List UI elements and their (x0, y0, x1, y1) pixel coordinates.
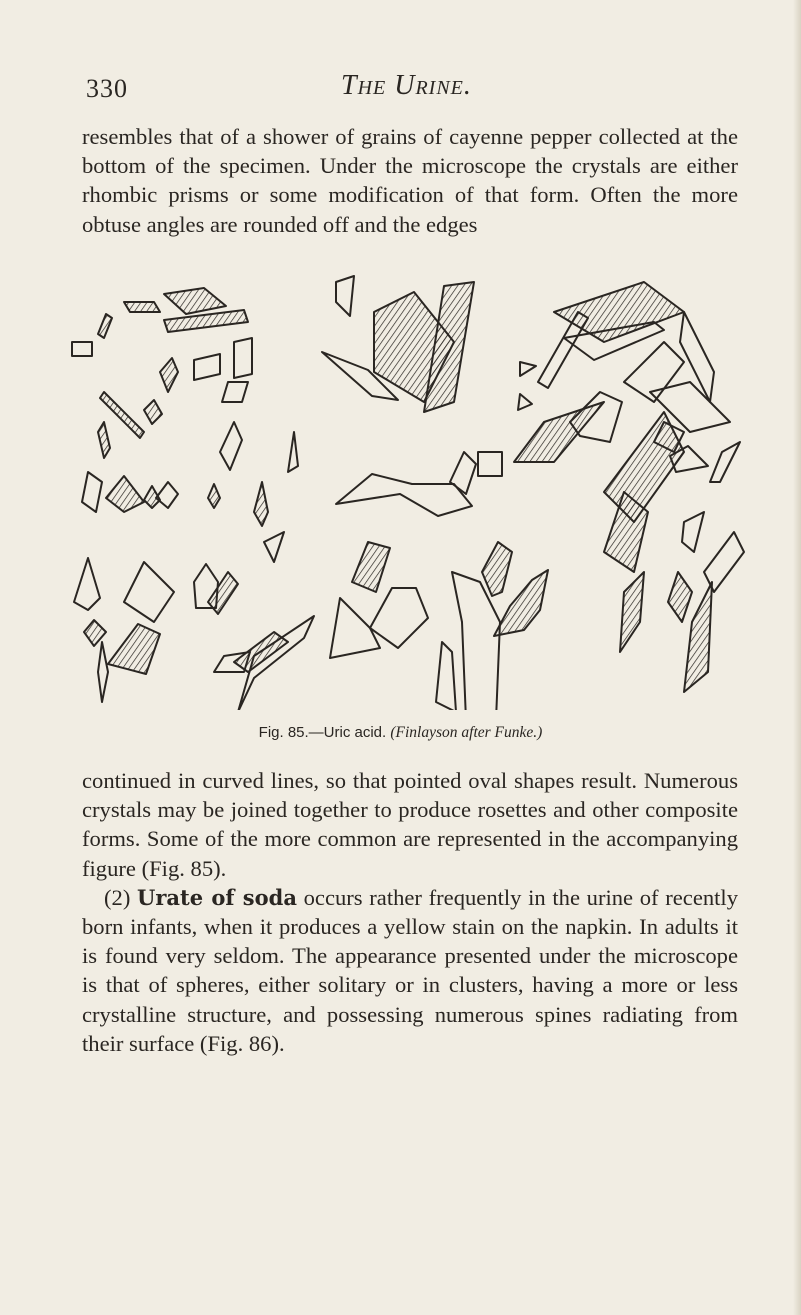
paragraph-top (82, 122, 738, 239)
item-number: (2) (104, 884, 131, 910)
caption-label: Fig. 85.—Uric acid. (258, 724, 387, 741)
figure-uric-acid-crystals (64, 272, 754, 710)
paragraph-continued: continued in curved lines, so that pointed oval shapes result. Numerous crystals may be joined together to produce rosettes and other composite forms. Some of the more common are represented in the accompanying figure (Fig. 85). (82, 768, 738, 881)
large-crystals-right (554, 282, 744, 692)
running-title: The Urine. (341, 70, 472, 101)
page-header (86, 70, 726, 114)
caption-credit: (Finlayson after Funke.) (390, 724, 543, 741)
term-urate-of-soda: Urate of soda (137, 884, 297, 910)
small-crystals-cluster (72, 288, 314, 710)
crystal-illustration (64, 272, 754, 710)
figure-caption (0, 724, 801, 742)
paragraph-bottom (82, 766, 738, 1058)
page-edge-shadow (793, 0, 801, 1315)
urate-text: occurs rather frequently in the urine of recently born infants, when it produces a yellow stain on the napkin. In adults it is found very seldom. The appearance presented under the microscope is that of spheres, either solitary or in clusters, having a more or less crystalline structure, and possessing numerous spines radiating from their surface (Fig. 86). (82, 884, 739, 1056)
paragraph-text: resembles that of a shower of grains of cayenne pepper collected at the bottom of the specimen. Under the microscope the crystals are either rhombic prisms or some modification of that form. Often the more obtuse angles are rounded off and the edges (82, 124, 738, 237)
paragraph-urate (82, 883, 738, 1058)
page-number: 330 (86, 74, 128, 103)
